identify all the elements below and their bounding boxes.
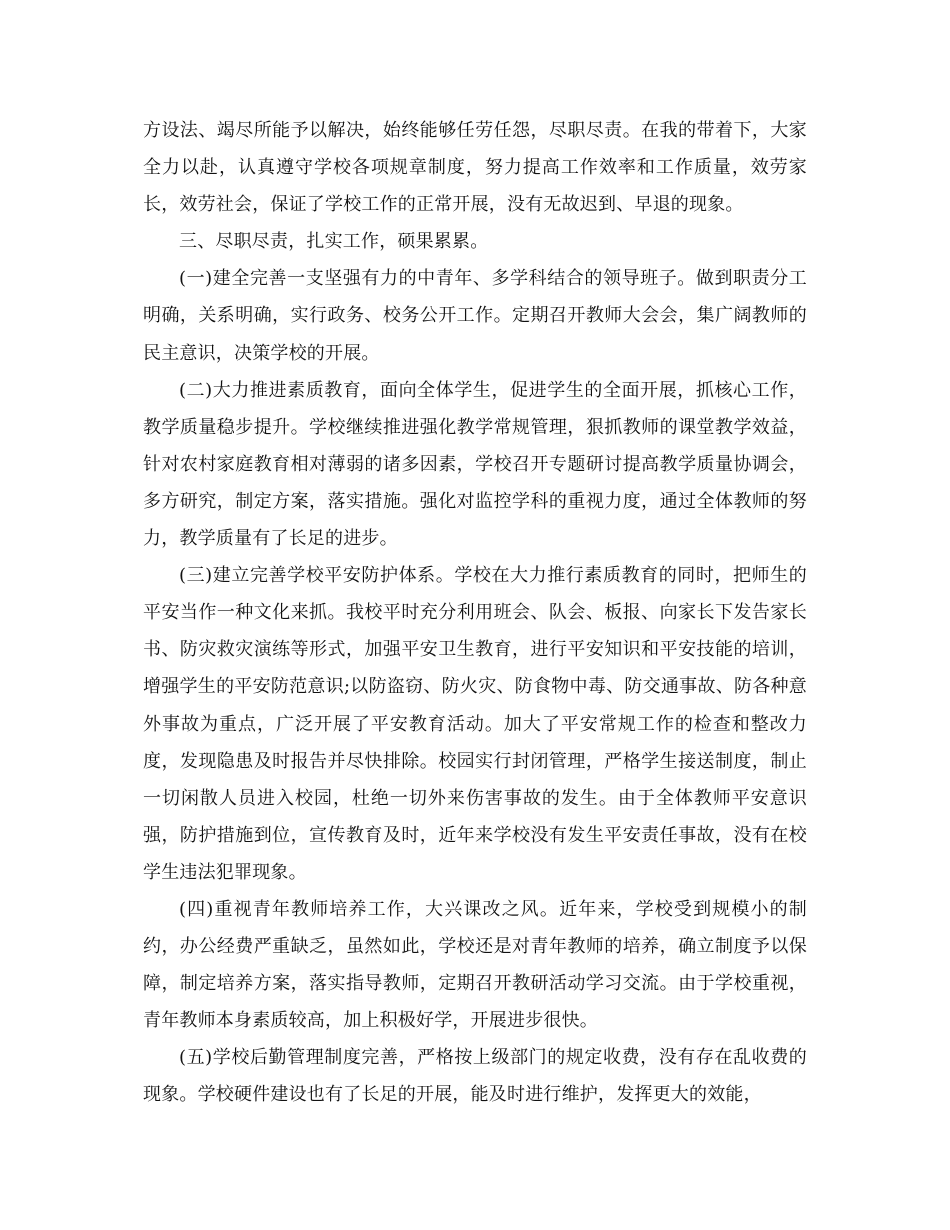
paragraph-item-4: (四)重视青年教师培养工作，大兴课改之风。近年来，学校受到规模小的制约，办公经费严重缺乏，虽然如此，学校还是对青年教师的培养，确立制度予以保障，制定培养方案，落实指导教师，定期召开教研活动学习交流。由于学校重视，青年教师本身素质较高，加上积极好学，开展进步很快。 — [143, 898, 807, 1032]
document-body — [143, 112, 807, 1114]
paragraph-item-2: (二)大力推进素质教育，面向全体学生，促进学生的全面开展，抓核心工作，教学质量稳步提升。学校继续推进强化教学常规管理，狠抓教师的课堂教学效益，针对农村家庭教育相对薄弱的诸多因素，学校召开专题研讨提高教学质量协调会，多方研究，制定方案，落实措施。强化对监控学科的重视力度，通过全体教师的努力，教学质量有了长足的进步。 — [143, 379, 807, 550]
paragraph-item-1: (一)建全完善一支坚强有力的中青年、多学科结合的领导班子。做到职责分工明确，关系明确，实行政务、校务公开工作。定期召开教师大会会，集广阔教师的民主意识，决策学校的开展。 — [143, 268, 807, 364]
paragraph-continuation: 方设法、竭尽所能予以解决，始终能够任劳任怨，尽职尽责。在我的带着下，大家全力以赴，认真遵守学校各项规章制度，努力提高工作效率和工作质量，效劳家长，效劳社会，保证了学校工作的正常开展，没有无故迟到、早退的现象。 — [143, 120, 807, 216]
section-heading: 三、尽职尽责，扎实工作，硕果累累。 — [179, 231, 489, 253]
paragraph-item-3: (三)建立完善学校平安防护体系。学校在大力推行素质教育的同时，把师生的平安当作一种文化来抓。我校平时充分利用班会、队会、板报、向家长下发告家长书、防灾救灾演练等形式，加强平安卫生教育，进行平安知识和平安技能的培训，增强学生的平安防范意识;以防盗窃、防火灾、防食物中毒、防交通事故、防各种意外事故为重点，广泛开展了平安教育活动。加大了平安常规工作的检查和整改力度，发现隐患及时报告并尽快排除。校园实行封闭管理，严格学生接送制度，制止一切闲散人员进入校园，杜绝一切外来伤害事故的发生。由于全体教师平安意识强，防护措施到位，宣传教育及时，近年来学校没有发生平安责任事故，没有在校学生违法犯罪现象。 — [143, 565, 807, 883]
paragraph-item-5: (五)学校后勤管理制度完善，严格按上级部门的规定收费，没有存在乱收费的现象。学校硬件建设也有了长足的开展，能及时进行维护，发挥更大的效能， — [143, 1047, 807, 1106]
